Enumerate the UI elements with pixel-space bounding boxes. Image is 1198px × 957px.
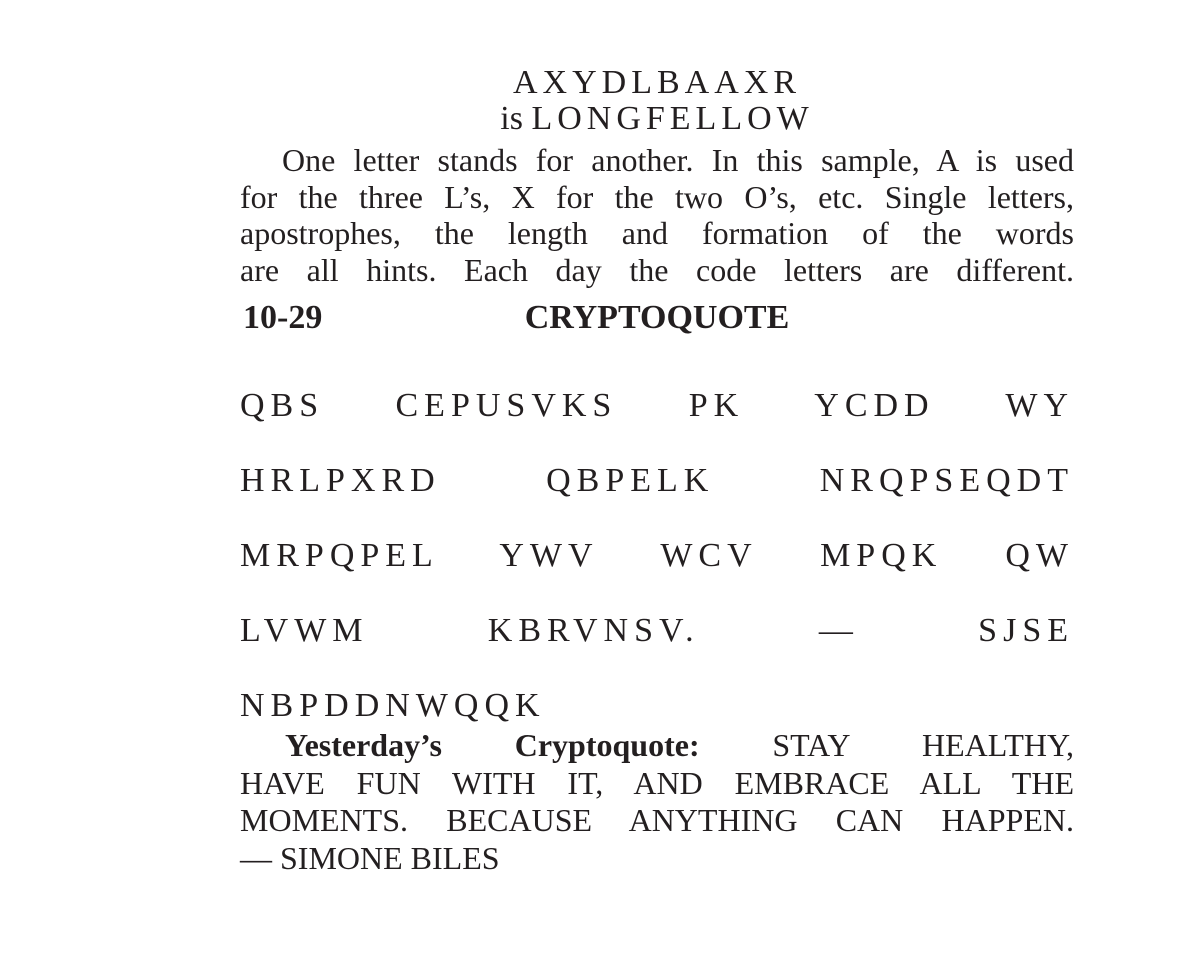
answer-text: STAY HEALTHY, [772,727,1075,763]
answer-line [240,727,1074,765]
yesterdays-answer [240,727,1074,877]
answer-line: HAVE FUN WITH IT, AND EMBRACE ALL THE [240,764,1074,801]
cipher-line: QBS CEPUSVKS PK YCDD WY [240,387,1074,424]
answer-line: MOMENTS. BECAUSE ANYTHING CAN HAPPEN. [240,802,1074,838]
cipher-line: HRLPXRD QBPELK NRQPSEQDT [240,462,1074,499]
instructions-line: apostrophes, the length and formation of the words [240,215,1074,251]
yesterdays-label: Yesterday’s Cryptoquote: [285,727,700,763]
example-is-word: is [500,100,523,137]
cipher-line: LVWM KBRVNSV. — SJSE [240,612,1074,649]
puzzle-date: 10-29 [243,299,323,336]
example-decoded-word: LONGFELLOW [531,100,814,137]
example-answer [240,99,1074,139]
instructions-paragraph [240,142,1074,288]
example-code: AXYDLBAAXR [513,64,801,101]
puzzle-title: CRYPTOQUOTE [524,299,790,336]
answer-attribution: — SIMONE BILES [240,839,500,876]
instructions-line: for the three L’s, X for the two O’s, etc. Single letters, [240,178,1074,215]
cipher-line: NBPDDNWQQK [240,687,546,724]
instructions-line: One letter stands for another. In this sample, A is used [282,142,1074,178]
instructions-line: are all hints. Each day the code letters are different. [240,251,1074,288]
cipher-line: MRPQPEL YWV WCV MPQK QW [240,537,1074,574]
